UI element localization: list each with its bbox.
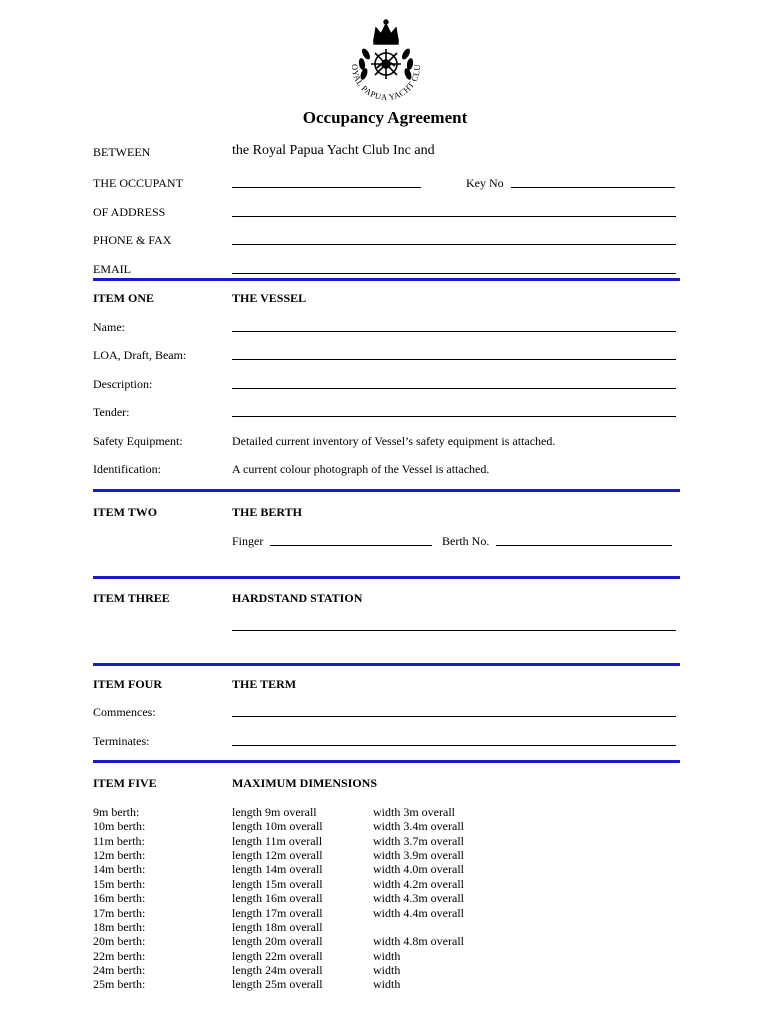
berth-size: 11m berth: [93,833,145,848]
item-three-heading: HARDSTAND STATION [232,591,363,605]
address-field[interactable] [232,216,676,217]
max-width: width 3.7m overall [373,833,464,848]
item-three-label: ITEM THREE [93,591,170,605]
finger-label: Finger [232,534,264,548]
berth-size: 20m berth: [93,934,146,949]
max-width: width [373,948,401,963]
loa-field[interactable] [232,359,676,360]
finger-field[interactable] [270,545,432,546]
commences-label: Commences: [93,705,156,719]
vessel-name-field[interactable] [232,331,676,332]
phone-fax-field[interactable] [232,244,676,245]
occupant-field[interactable] [232,187,421,188]
berth-size: 24m berth: [93,962,146,977]
berth-size: 9m berth: [93,805,140,819]
max-length: length 22m overall [232,948,323,963]
max-width: width [373,977,401,992]
key-no-field[interactable] [511,187,675,188]
berth-size: 12m berth: [93,848,146,862]
section-divider [93,489,680,492]
loa-label: LOA, Draft, Beam: [93,348,187,362]
berth-size: 10m berth: [93,819,146,834]
max-length: length 10m overall [232,819,323,834]
description-field[interactable] [232,388,676,389]
max-width: width 4.3m overall [373,891,464,906]
max-width: width 4.8m overall [373,934,464,949]
berth-no-field[interactable] [496,545,672,546]
item-two-heading: THE BERTH [232,505,302,519]
email-label: EMAIL [93,262,131,276]
terminates-label: Terminates: [93,734,150,748]
key-no-label: Key No [466,176,504,190]
berth-size: 14m berth: [93,862,146,877]
item-one-label: ITEM ONE [93,291,155,305]
commences-field[interactable] [232,716,676,717]
crown-wreath-ship-wheel-seal-icon [336,18,436,106]
berth-size: 15m berth: [93,876,146,891]
hardstand-field[interactable] [232,630,676,631]
berth-size: 16m berth: [93,891,146,906]
safety-equipment-label: Safety Equipment: [93,434,183,448]
item-two-label: ITEM TWO [93,505,158,519]
terminates-field[interactable] [232,745,676,746]
section-divider [93,576,680,579]
max-length: length 16m overall [232,891,323,906]
berth-no-label: Berth No. [442,534,490,548]
item-five-heading: MAXIMUM DIMENSIONS [232,776,377,790]
max-width: width 3.4m overall [373,819,464,834]
tender-field[interactable] [232,416,676,417]
section-divider [93,760,680,763]
between-value: the Royal Papua Yacht Club Inc and [232,143,435,158]
max-length: length 20m overall [232,934,323,949]
page-title: Occupancy Agreement [302,108,468,127]
between-label: BETWEEN [93,145,151,159]
berth-size: 22m berth: [93,948,146,963]
tender-label: Tender: [93,405,130,419]
identification-value: A current colour photograph of the Vessel is attached. [232,462,490,476]
max-length: length 14m overall [232,862,323,877]
max-width: width 3.9m overall [373,848,464,862]
vessel-name-label: Name: [93,320,125,334]
max-width: width 4.4m overall [373,905,464,920]
email-field[interactable] [232,273,676,274]
max-width: width 4.0m overall [373,862,464,877]
item-four-label: ITEM FOUR [93,677,162,691]
max-width: width [373,962,401,977]
occupant-label: THE OCCUPANT [93,176,183,190]
logo-lettering: OYAL PAPUA YACHT CLU [349,63,423,103]
max-width: width 3m overall [373,805,455,819]
item-four-heading: THE TERM [232,677,297,691]
max-length: length 9m overall [232,805,317,819]
identification-label: Identification: [93,462,161,476]
berth-size: 18m berth: [93,919,146,934]
phone-fax-label: PHONE & FAX [93,233,172,247]
club-logo [336,18,436,106]
description-label: Description: [93,377,153,391]
berth-size: 17m berth: [93,905,146,920]
max-length: length 24m overall [232,962,323,977]
address-label: OF ADDRESS [93,205,166,219]
safety-equipment-value: Detailed current inventory of Vessel’s safety equipment is attached. [232,434,556,448]
max-width: width 4.2m overall [373,876,464,891]
item-five-label: ITEM FIVE [93,776,157,790]
max-length: length 17m overall [232,905,323,920]
section-divider [93,278,680,281]
max-length: length 12m overall [232,848,323,862]
section-divider [93,663,680,666]
max-length: length 18m overall [232,919,323,934]
item-one-heading: THE VESSEL [232,291,307,305]
max-length: length 11m overall [232,833,323,848]
max-length: length 15m overall [232,876,323,891]
berth-size: 25m berth: [93,977,146,992]
max-length: length 25m overall [232,977,323,992]
